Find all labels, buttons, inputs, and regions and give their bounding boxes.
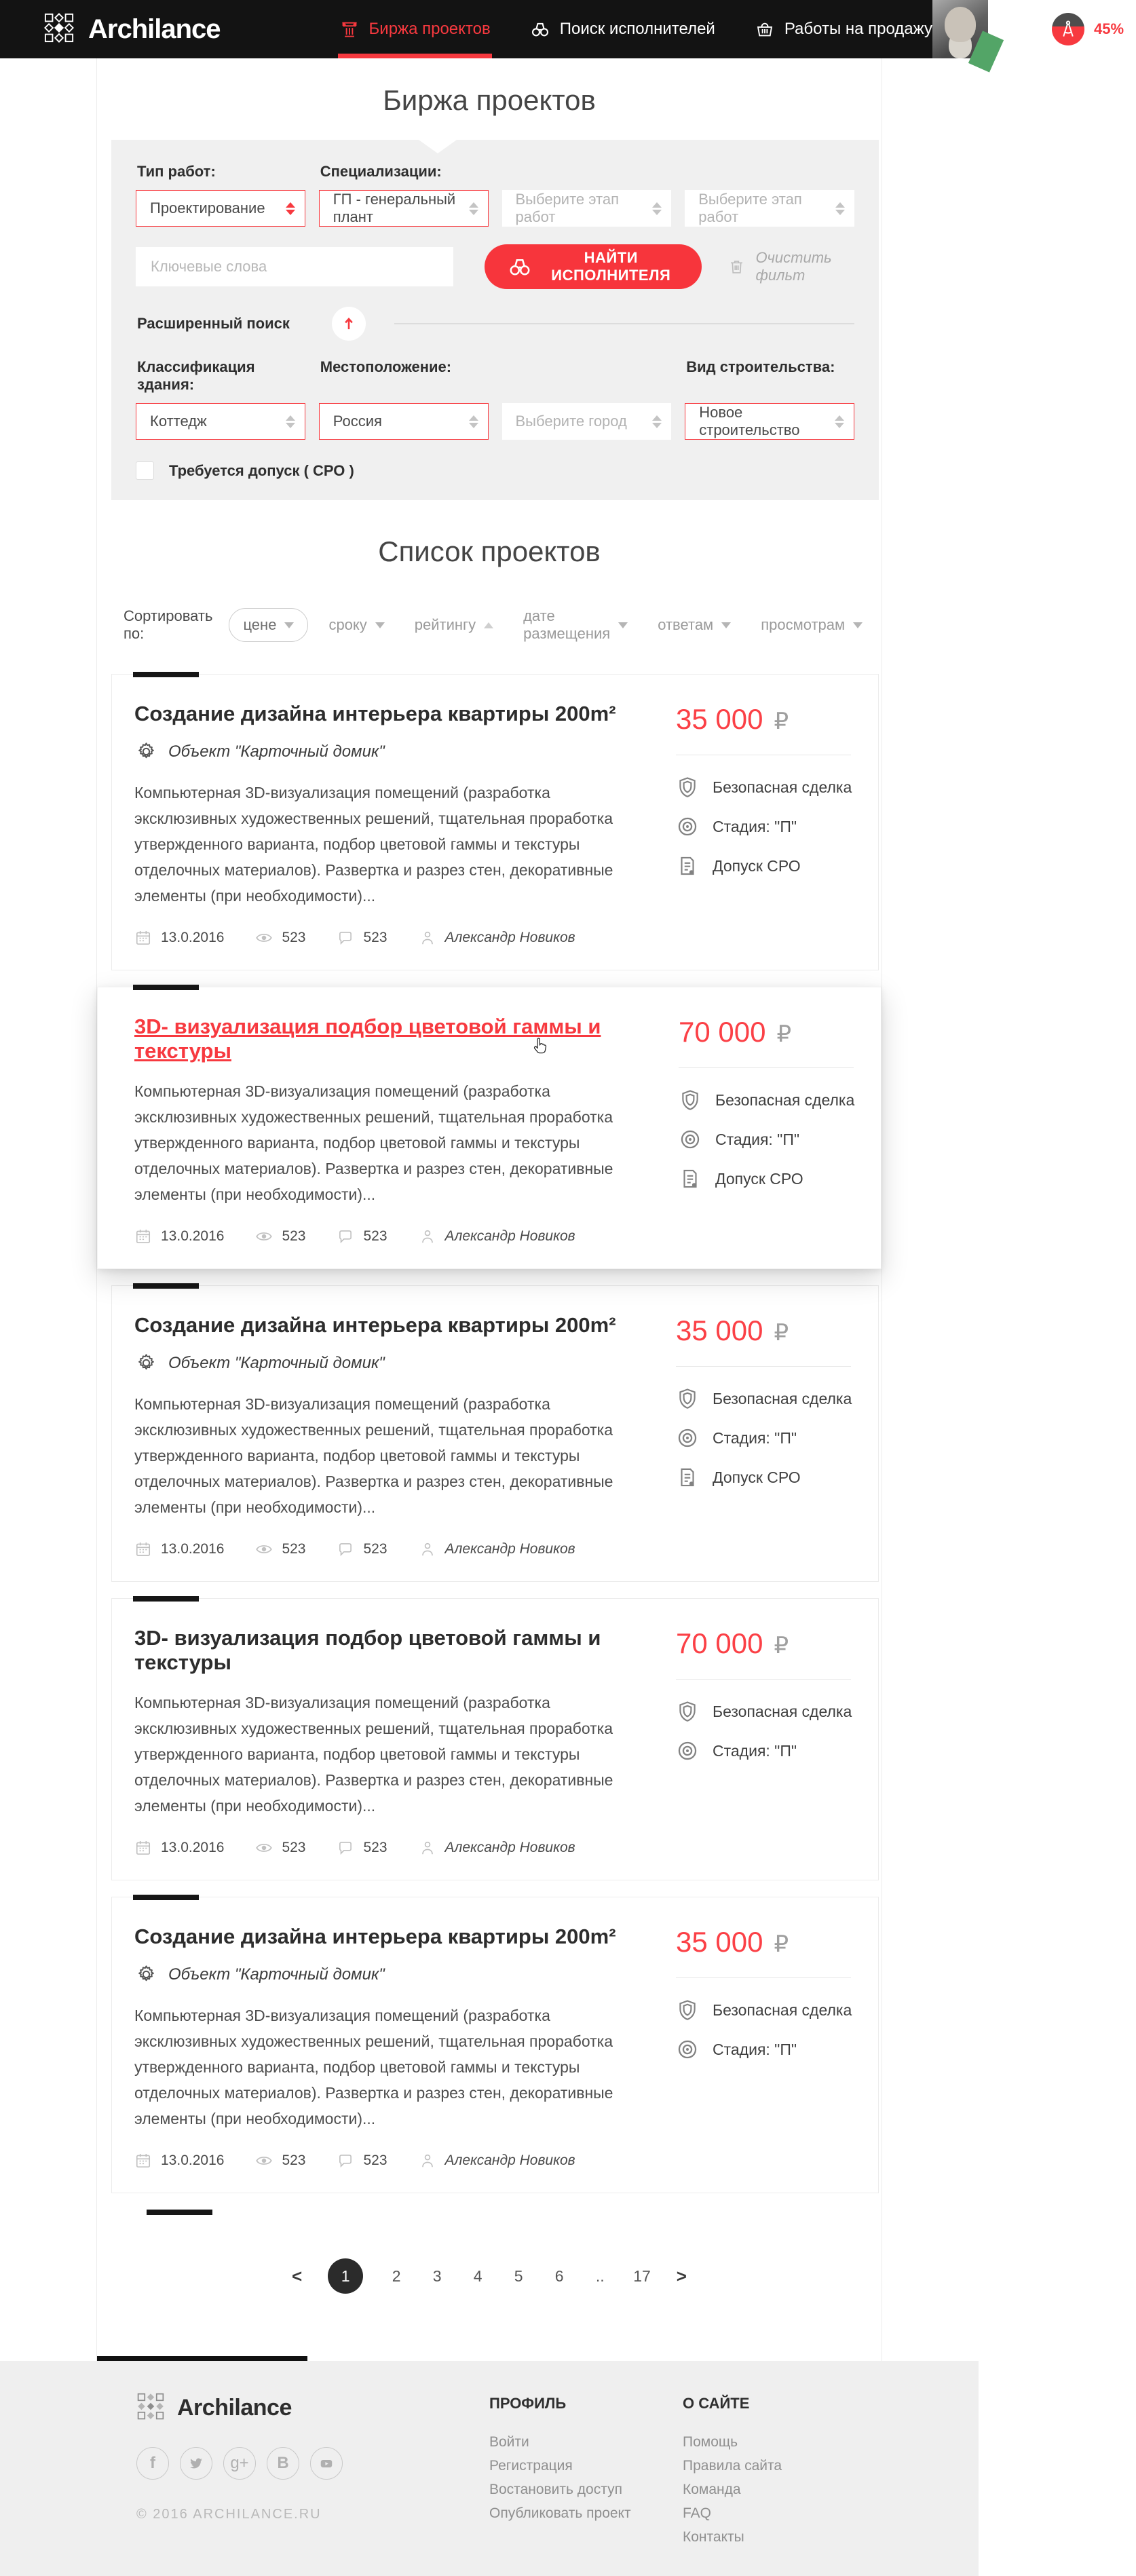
currency-ruble-sign: ₽ — [774, 708, 789, 734]
projects-list — [97, 643, 882, 2215]
brand-logo[interactable] — [43, 12, 221, 47]
project-author[interactable] — [419, 2152, 575, 2170]
shield-icon — [676, 1387, 699, 1410]
project-object-label: Объект "Карточный домик" — [168, 1353, 385, 1372]
building-classification-select[interactable] — [136, 403, 305, 440]
author-name: Александр Новиков — [444, 1228, 575, 1244]
pagination — [97, 2215, 882, 2356]
project-author[interactable] — [419, 1540, 575, 1558]
project-description: Компьютерная 3D-визуализация помещений (разработка эксклюзивных художественных решений, тщательная проработка утвержденного варианта, подбор цветовой гаммы и текстуры отделочных материалов). Развертка и разрез стен, декоративные элементы (при необходимости)... — [134, 1082, 613, 1203]
project-date — [134, 1228, 224, 1245]
chevron-up-icon — [484, 622, 493, 628]
sro-required-label: Требуется допуск ( СРО ) — [169, 461, 354, 479]
binoculars-icon — [530, 19, 550, 39]
type-of-work-value: Проектирование — [150, 200, 265, 216]
advanced-search-label: Расширенный поиск — [137, 315, 290, 332]
pagination-page-1[interactable]: 1 — [328, 2258, 363, 2294]
logo-icon — [136, 2392, 165, 2424]
main-nav — [339, 0, 932, 58]
calendar-icon — [134, 1540, 152, 1558]
project-title-link[interactable]: 3D- визуализация подбор цветовой гаммы и текстуры — [134, 1015, 601, 1063]
shield-icon — [679, 1088, 702, 1112]
card-top-dash — [133, 1283, 199, 1289]
project-views — [255, 1540, 305, 1558]
shield-icon — [676, 1999, 699, 2022]
footer-link-contacts[interactable]: Контакты — [683, 2529, 744, 2545]
chevron-down-icon — [375, 622, 385, 628]
sort-by-label: Сортировать по: — [124, 607, 213, 642]
target-icon — [676, 1739, 699, 1762]
footer-link-login[interactable]: Войти — [489, 2434, 529, 2450]
nav-label: Работы на продажу — [784, 20, 932, 38]
footer-link-site-rules[interactable]: Правила сайта — [683, 2458, 782, 2474]
work-stage-select-2[interactable] — [685, 190, 854, 227]
badge-label: Стадия: "П" — [713, 2040, 797, 2058]
calendar-icon — [134, 1228, 152, 1245]
project-card — [111, 1897, 879, 2193]
badge-safe-deal — [676, 776, 865, 799]
specializations-label: Специализации: — [320, 163, 442, 180]
card-top-dash — [133, 1895, 199, 1900]
project-object-label: Объект "Карточный домик" — [168, 1965, 385, 1984]
project-comments — [337, 929, 387, 947]
comment-icon — [337, 1228, 354, 1245]
target-icon — [679, 1128, 702, 1151]
logo-icon — [43, 12, 75, 47]
comment-icon — [337, 2152, 354, 2170]
calendar-icon — [134, 2152, 152, 2170]
divider — [676, 1679, 851, 1680]
badge-sro — [676, 854, 865, 877]
card-top-dash — [133, 672, 199, 677]
footer-link-faq[interactable]: FAQ — [683, 2505, 712, 2521]
badge-stage — [676, 2038, 865, 2061]
author-name: Александр Новиков — [444, 930, 575, 945]
select-arrows-icon — [286, 202, 295, 215]
badge-label: Безопасная сделка — [713, 1702, 852, 1720]
sort-option-label: ответам — [658, 616, 714, 633]
comments-count: 523 — [363, 1541, 387, 1557]
drafting-compass-icon — [1058, 19, 1078, 39]
badge-label: Допуск СРО — [713, 1468, 801, 1486]
construction-type-value: Новое строительство — [699, 404, 800, 438]
sort-option-date-posted[interactable] — [523, 607, 628, 643]
work-stage-placeholder: Выберите этап работ — [698, 191, 802, 225]
comment-icon — [337, 1839, 354, 1857]
footer-link-publish-project[interactable]: Опубликовать проект — [489, 2505, 631, 2521]
views-count: 523 — [282, 1840, 306, 1855]
author-name: Александр Новиков — [444, 1840, 575, 1855]
clear-filter-label: Очистить фильт — [755, 249, 832, 284]
top-header — [0, 0, 1124, 58]
eye-icon — [255, 2152, 273, 2170]
badge-sro — [676, 1466, 865, 1489]
badge-label: Стадия: "П" — [713, 1741, 797, 1760]
nav-label: Биржа проектов — [368, 20, 491, 38]
badge-sro — [679, 1167, 867, 1190]
badge-safe-deal — [676, 1999, 865, 2022]
project-comments — [337, 2152, 387, 2170]
eye-icon — [255, 1540, 273, 1558]
sort-option-views[interactable] — [761, 616, 863, 634]
badge-label: Безопасная сделка — [715, 1091, 855, 1109]
project-object-label: Объект "Карточный домик" — [168, 742, 385, 761]
location-label: Местоположение: — [320, 358, 452, 375]
sort-option-answers[interactable] — [658, 616, 731, 634]
eye-icon — [255, 1228, 273, 1245]
binoculars-icon — [508, 254, 532, 279]
pagination-page-3[interactable]: 3 — [432, 2267, 442, 2285]
youtube-icon[interactable] — [310, 2447, 343, 2480]
project-price: 35 000 — [676, 703, 763, 735]
badge-stage — [679, 1128, 867, 1151]
nav-item-search-performers[interactable] — [530, 0, 715, 58]
list-end-dash — [147, 2210, 212, 2215]
project-price: 70 000 — [679, 1016, 766, 1048]
specialization-value: ГП - генеральный плант — [333, 191, 456, 225]
select-arrows-icon — [469, 202, 478, 215]
clear-filter-button[interactable] — [727, 249, 854, 284]
project-description: Компьютерная 3D-визуализация помещений (разработка эксклюзивных художественных решений, тщательная проработка утвержденного варианта, подбор цветовой гаммы и текстуры отделочных материалов). Развертка и разрез стен, декоративные элементы (при необходимости)... — [134, 1694, 613, 1815]
header-right-cluster — [932, 0, 1136, 58]
vk-icon[interactable]: B — [267, 2447, 299, 2480]
sort-option-price[interactable] — [229, 608, 308, 642]
pagination-page-5[interactable]: 5 — [514, 2267, 523, 2285]
badge-label: Допуск СРО — [713, 856, 801, 875]
footer-brand-name: Archilance — [177, 2395, 292, 2421]
project-card — [111, 1285, 879, 1582]
twitter-icon[interactable] — [180, 2447, 212, 2480]
badge-safe-deal — [676, 1387, 865, 1410]
comments-count: 523 — [363, 1840, 387, 1855]
project-date — [134, 1540, 224, 1558]
profile-progress-percent: 45% — [1093, 20, 1124, 37]
nav-item-projects-exchange[interactable] — [339, 0, 491, 58]
project-views — [255, 1228, 305, 1245]
badge-label: Стадия: "П" — [713, 1428, 797, 1447]
person-icon — [419, 1540, 436, 1558]
date-value: 13.0.2016 — [161, 2153, 225, 2168]
sort-option-rating[interactable] — [415, 616, 493, 634]
select-arrows-icon — [652, 415, 662, 428]
user-avatar[interactable] — [932, 0, 988, 58]
comments-count: 523 — [363, 1228, 387, 1244]
person-icon — [419, 2152, 436, 2170]
divider — [394, 323, 854, 324]
project-date — [134, 929, 224, 947]
person-icon — [419, 1228, 436, 1245]
projects-list-title: Список проектов — [378, 535, 601, 567]
author-name: Александр Новиков — [444, 2153, 575, 2168]
badge-stage — [676, 815, 865, 838]
project-views — [255, 929, 305, 947]
project-title-link[interactable]: Создание дизайна интерьера квартиры 200m² — [134, 1925, 616, 1948]
filter-panel — [111, 140, 879, 500]
currency-ruble-sign: ₽ — [774, 1931, 789, 1957]
sort-bar — [124, 607, 882, 643]
arrow-up-icon — [340, 315, 358, 333]
chevron-down-icon — [853, 622, 863, 628]
comment-icon — [337, 1540, 354, 1558]
divider — [676, 1366, 851, 1367]
chevron-down-icon — [284, 622, 294, 628]
pagination-ellipsis: .. — [595, 2267, 605, 2285]
project-price: 70 000 — [676, 1627, 763, 1659]
project-comments — [337, 1839, 387, 1857]
project-description: Компьютерная 3D-визуализация помещений (разработка эксклюзивных художественных решений, тщательная проработка утвержденного варианта, подбор цветовой гаммы и текстуры отделочных материалов). Развертка и разрез стен, декоративные элементы (при необходимости)... — [134, 1395, 613, 1516]
google-plus-icon[interactable]: g+ — [223, 2447, 256, 2480]
person-icon — [419, 929, 436, 947]
pagination-prev-button[interactable]: < — [292, 2265, 303, 2286]
select-arrows-icon — [652, 202, 662, 215]
column-icon — [339, 19, 360, 39]
project-price: 35 000 — [676, 1314, 763, 1346]
sort-option-label: сроку — [328, 616, 367, 633]
find-performer-label: НАЙТИ ИСПОЛНИТЕЛЯ — [551, 249, 671, 284]
content-column — [96, 58, 882, 2361]
footer-profile-title: ПРОФИЛЬ — [489, 2395, 567, 2412]
country-select[interactable] — [319, 403, 489, 440]
views-count: 523 — [282, 2153, 306, 2168]
sort-option-label: цене — [243, 616, 277, 633]
shield-icon — [676, 776, 699, 799]
select-arrows-icon — [286, 415, 295, 428]
project-date — [134, 2152, 224, 2170]
project-title-link[interactable]: 3D- визуализация подбор цветовой гаммы и текстуры — [134, 1626, 601, 1674]
keywords-input[interactable] — [136, 247, 453, 286]
project-comments — [337, 1228, 387, 1245]
copyright: © 2016 ARCHILANCE.RU — [136, 2507, 322, 2522]
project-views — [255, 2152, 305, 2170]
project-card — [111, 674, 879, 970]
pagination-page-4[interactable]: 4 — [473, 2267, 482, 2285]
currency-ruble-sign: ₽ — [774, 1633, 789, 1659]
document-icon — [676, 1466, 699, 1489]
project-title-link[interactable]: Создание дизайна интерьера квартиры 200m² — [134, 702, 616, 725]
author-name: Александр Новиков — [444, 1541, 575, 1557]
views-count: 523 — [282, 930, 306, 945]
comments-count: 523 — [363, 930, 387, 945]
project-author[interactable] — [419, 1839, 575, 1857]
divider — [676, 1977, 851, 1978]
card-top-dash — [133, 985, 199, 990]
chevron-down-icon — [618, 622, 628, 628]
target-icon — [676, 1426, 699, 1450]
comments-count: 523 — [363, 2153, 387, 2168]
person-icon — [419, 1839, 436, 1857]
gear-icon — [136, 1964, 157, 1985]
target-icon — [676, 815, 699, 838]
sro-required-checkbox[interactable] — [136, 461, 154, 480]
city-placeholder: Выберите город — [515, 413, 627, 430]
eye-icon — [255, 1839, 273, 1857]
nav-label: Поиск исполнителей — [559, 20, 715, 38]
project-views — [255, 1839, 305, 1857]
footer-logo[interactable] — [136, 2392, 489, 2424]
badge-label: Безопасная сделка — [713, 2001, 852, 2019]
footer-link-register[interactable]: Регистрация — [489, 2458, 573, 2474]
trash-icon — [727, 258, 746, 276]
project-title-link[interactable]: Создание дизайна интерьера квартиры 200m² — [134, 1313, 616, 1337]
project-author[interactable] — [419, 1228, 575, 1245]
divider — [679, 1067, 854, 1068]
footer-link-help[interactable]: Помощь — [683, 2434, 738, 2450]
gear-icon — [136, 741, 157, 762]
specialization-select[interactable] — [319, 190, 489, 227]
document-icon — [676, 854, 699, 877]
date-value: 13.0.2016 — [161, 1541, 225, 1557]
pagination-page-17[interactable]: 17 — [633, 2267, 651, 2285]
select-arrows-icon — [835, 415, 844, 428]
collapse-advanced-search-button[interactable] — [332, 307, 366, 341]
work-stage-placeholder: Выберите этап работ — [515, 191, 619, 225]
find-performer-button[interactable] — [485, 244, 702, 289]
social-links — [136, 2447, 489, 2480]
building-classification-label: Классификация здания: — [137, 358, 255, 393]
card-top-dash — [133, 1596, 199, 1602]
eye-icon — [255, 929, 273, 947]
country-value: Россия — [333, 413, 382, 430]
sort-option-deadline[interactable] — [328, 616, 384, 634]
project-card — [111, 1598, 879, 1880]
date-value: 13.0.2016 — [161, 930, 225, 945]
select-arrows-icon — [835, 202, 845, 215]
target-icon — [676, 2038, 699, 2061]
calendar-icon — [134, 929, 152, 947]
calendar-icon — [134, 1839, 152, 1857]
views-count: 523 — [282, 1541, 306, 1557]
work-stage-select-1[interactable] — [502, 190, 672, 227]
chevron-down-icon — [721, 622, 731, 628]
pagination-next-button[interactable]: > — [676, 2265, 687, 2286]
badge-label: Стадия: "П" — [713, 817, 797, 835]
document-icon — [679, 1167, 702, 1190]
date-value: 13.0.2016 — [161, 1840, 225, 1855]
currency-ruble-sign: ₽ — [774, 1320, 789, 1346]
comment-icon — [337, 929, 354, 947]
badge-stage — [676, 1739, 865, 1762]
construction-type-label: Вид строительства: — [686, 358, 835, 375]
badge-label: Стадия: "П" — [715, 1130, 800, 1148]
pagination-page-2[interactable]: 2 — [392, 2267, 401, 2285]
prefooter-bar — [97, 2356, 307, 2361]
project-date — [134, 1839, 224, 1857]
badge-safe-deal — [676, 1700, 865, 1723]
footer-about-title: О САЙТЕ — [683, 2395, 750, 2412]
city-select[interactable] — [502, 403, 672, 440]
type-of-work-label: Тип работ: — [137, 163, 216, 180]
brand-name: Archilance — [88, 14, 221, 44]
project-description: Компьютерная 3D-визуализация помещений (разработка эксклюзивных художественных решений, тщательная проработка утвержденного варианта, подбор цветовой гаммы и текстуры отделочных материалов). Развертка и разрез стен, декоративные элементы (при необходимости)... — [134, 2007, 613, 2127]
date-value: 13.0.2016 — [161, 1228, 225, 1244]
badge-label: Безопасная сделка — [713, 778, 852, 796]
sort-option-label: просмотрам — [761, 616, 846, 633]
sort-option-label: дате размещения — [523, 607, 611, 642]
construction-type-select[interactable] — [685, 403, 854, 440]
hand-cursor-icon — [531, 1036, 550, 1055]
building-classification-value: Коттедж — [150, 413, 207, 430]
badge-label: Безопасная сделка — [713, 1389, 852, 1407]
type-of-work-select[interactable] — [136, 190, 305, 227]
badge-stage — [676, 1426, 865, 1450]
page-title: Биржа проектов — [383, 84, 596, 116]
views-count: 523 — [282, 1228, 306, 1244]
page-footer — [0, 2361, 979, 2576]
currency-ruble-sign: ₽ — [776, 1021, 792, 1047]
footer-link-team[interactable]: Команда — [683, 2482, 741, 2497]
select-arrows-icon — [469, 415, 478, 428]
badge-safe-deal — [679, 1088, 867, 1112]
badge-label: Допуск СРО — [715, 1169, 803, 1188]
pagination-page-6[interactable]: 6 — [554, 2267, 564, 2285]
footer-link-restore-access[interactable]: Востановить доступ — [489, 2482, 622, 2497]
facebook-icon[interactable]: f — [136, 2447, 169, 2480]
nav-item-works-for-sale[interactable] — [755, 0, 932, 58]
project-author[interactable] — [419, 929, 575, 947]
project-card-active — [97, 987, 882, 1269]
profile-progress-badge[interactable] — [1052, 13, 1084, 45]
sort-option-label: рейтингу — [414, 616, 476, 633]
hamburger-menu-icon[interactable] — [1007, 21, 1031, 37]
project-price: 35 000 — [676, 1926, 763, 1958]
gear-icon — [136, 1352, 157, 1374]
shield-icon — [676, 1700, 699, 1723]
project-comments — [337, 1540, 387, 1558]
project-description: Компьютерная 3D-визуализация помещений (разработка эксклюзивных художественных решений, тщательная проработка утвержденного варианта, подбор цветовой гаммы и текстуры отделочных материалов). Развертка и разрез стен, декоративные элементы (при необходимости)... — [134, 784, 613, 905]
basket-icon — [755, 19, 775, 39]
